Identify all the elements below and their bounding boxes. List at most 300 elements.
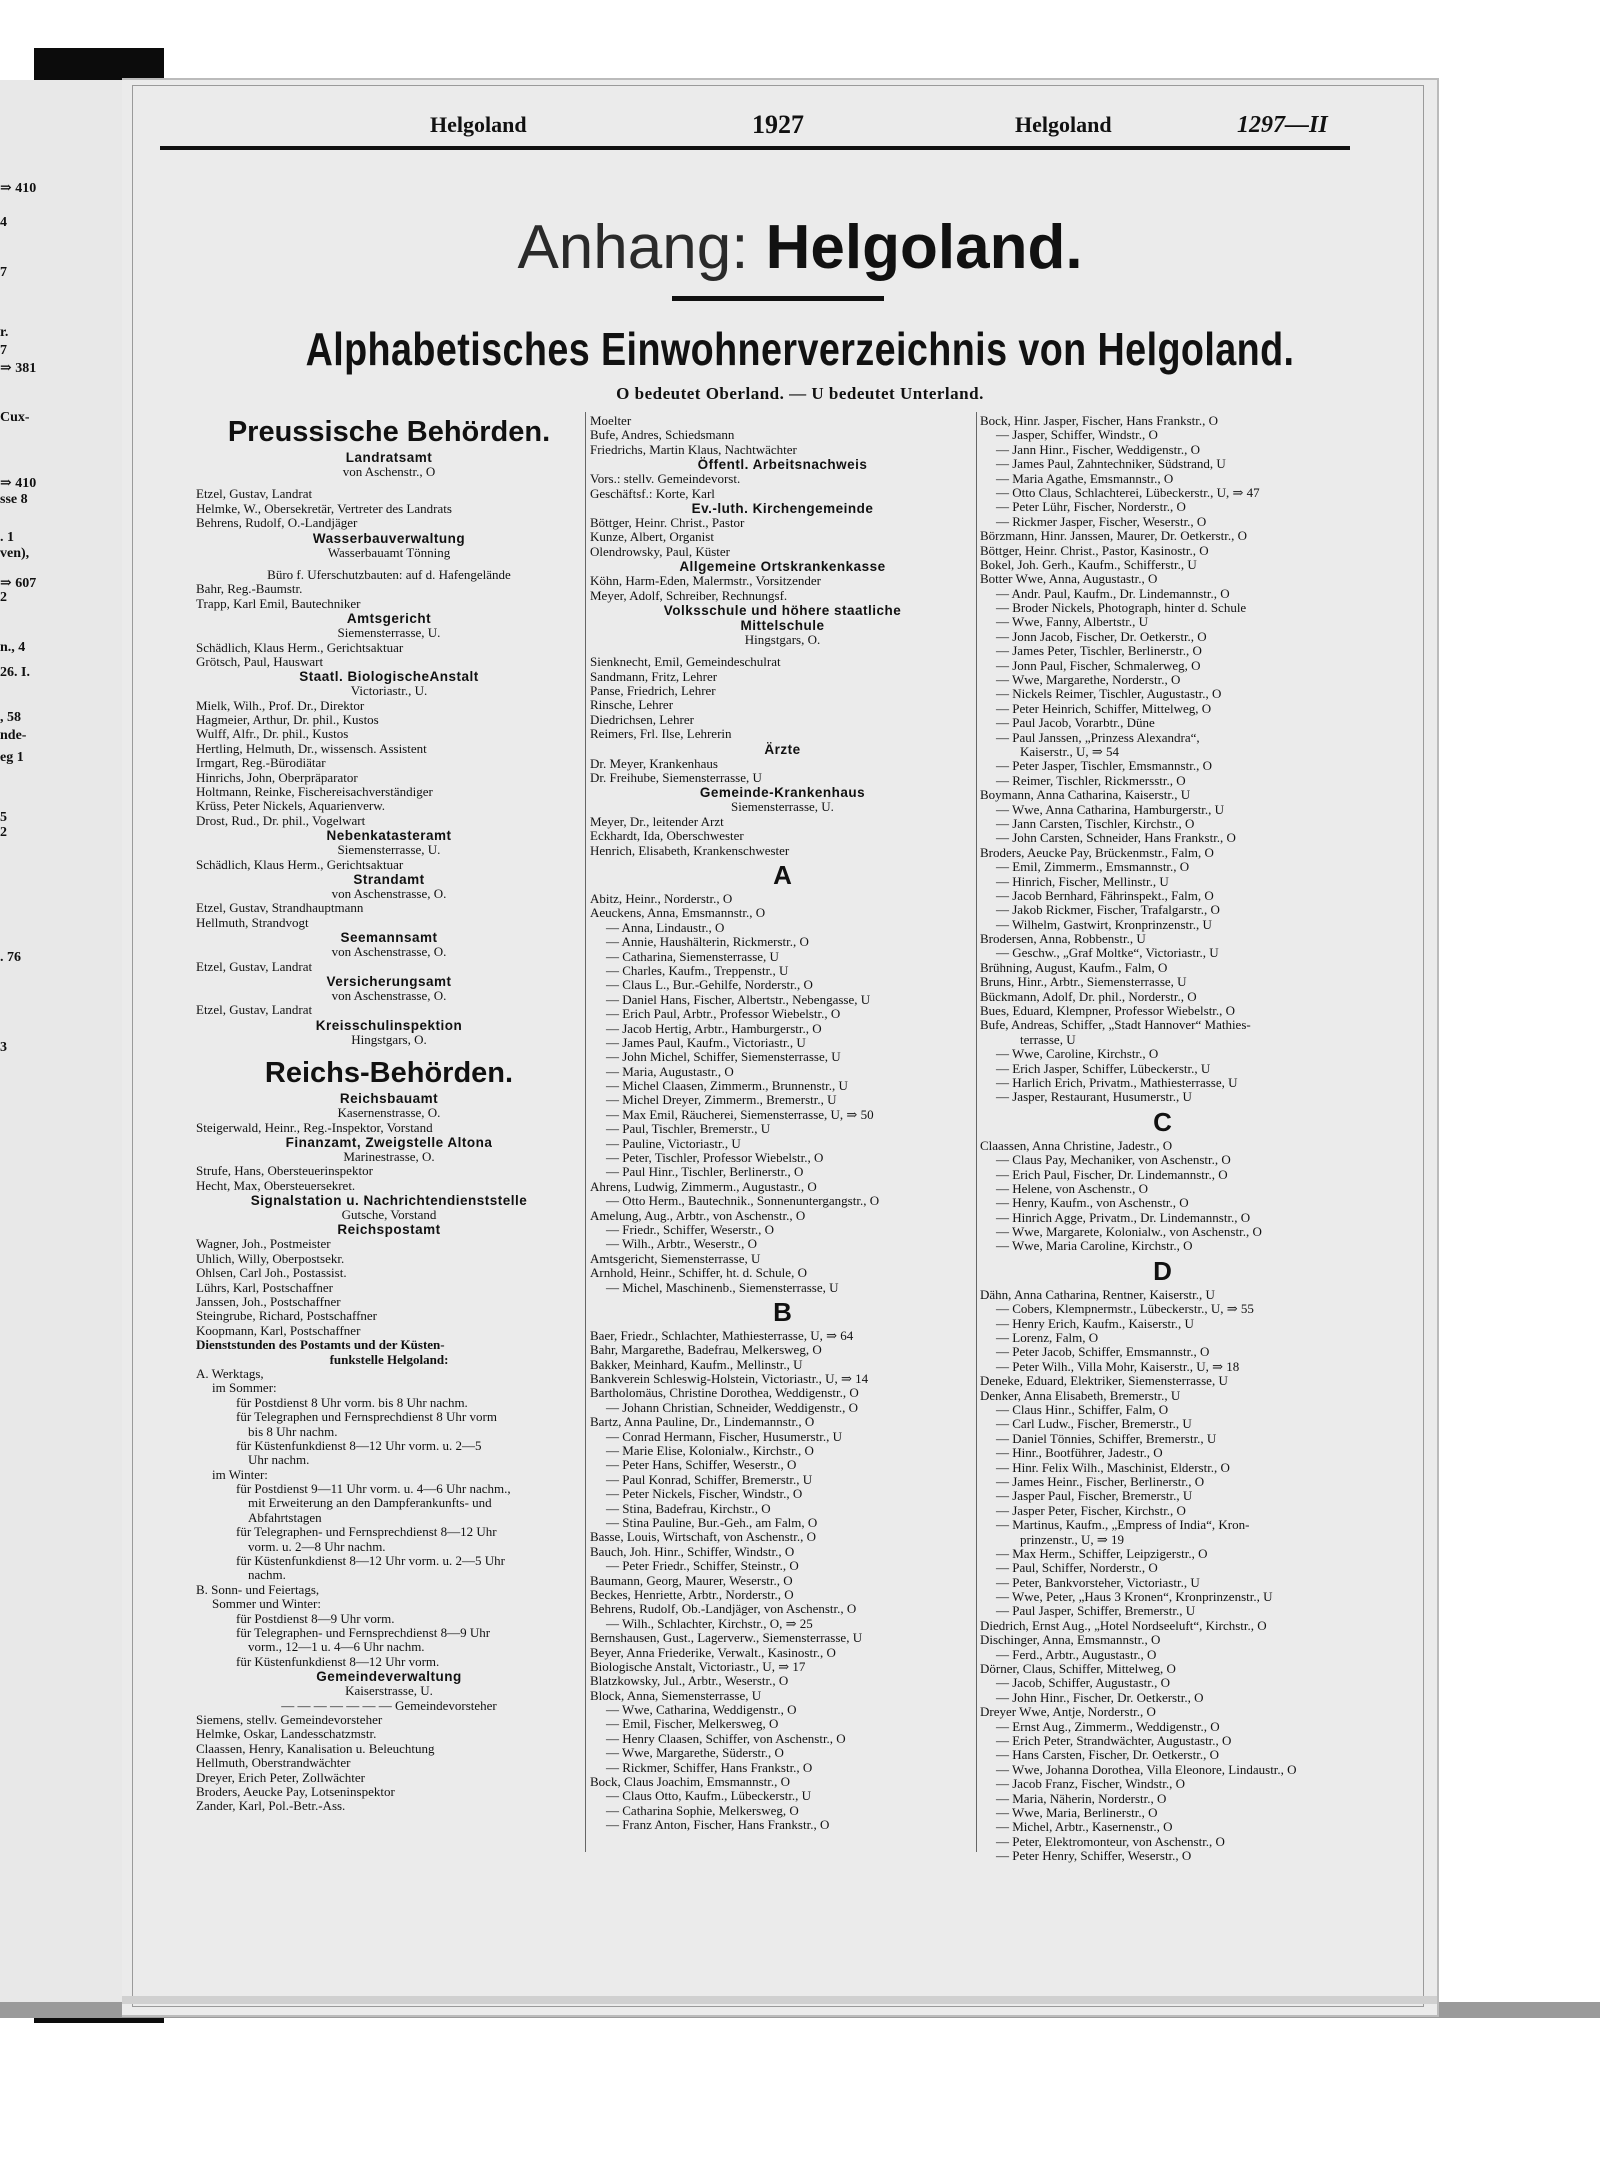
directory-entry: Ohlsen, Carl Joh., Postassist. (196, 1266, 347, 1281)
address-line: von Aschenstr., O (342, 465, 436, 479)
directory-entry: Mielk, Wilh., Prof. Dr., Direktor (196, 698, 365, 713)
office-heading: Gemeinde-Krankenhaus (699, 785, 866, 801)
directory-entry: — Wwe, Margarethe, Süderstr., O (606, 1746, 784, 1761)
directory-entry: Bues, Eduard, Klempner, Professor Wiebelstr., O (980, 1004, 1236, 1019)
directory-entry: Meyer, Dr., leitender Arzt (590, 814, 724, 829)
directory-entry: Hecht, Max, Obersteuersekret. (196, 1178, 356, 1193)
directory-entry: — Peter Hans, Schiffer, Weserstr., O (606, 1458, 797, 1473)
directory-entry: Wagner, Joh., Postmeister (196, 1237, 331, 1252)
left-page-fragment: 7 (0, 343, 7, 358)
directory-entry: — Wwe, Anna Catharina, Hamburgerstr., U (996, 802, 1225, 817)
directory-entry: Börzmann, Hinr. Janssen, Maurer, Dr. Oetkerstr., O (980, 529, 1248, 544)
directory-entry: Bock, Hinr. Jasper, Fischer, Hans Frankstr., O (980, 414, 1218, 428)
address-line: Büro f. Uferschutzbauten: auf d. Hafengelände (267, 567, 511, 582)
office-heading: Gemeindeverwaltung (316, 1669, 462, 1685)
left-page-fragment: Cux- (0, 410, 30, 425)
directory-entry: — Erich Paul, Arbtr., Professor Wiebelstr., O (606, 1007, 841, 1022)
office-heading: Seemannsamt (340, 930, 438, 946)
office-heading: Landratsamt (345, 450, 433, 465)
spacer (196, 1047, 582, 1055)
directory-entry: Brodersen, Anna, Robbenstr., U (980, 932, 1146, 947)
directory-entry: Böttger, Heinr. Christ., Pastor (590, 515, 745, 530)
directory-entry: — John Carsten, Schneider, Hans Frankstr., O (996, 831, 1236, 846)
address-line: Hingstgars, O. (744, 632, 821, 647)
directory-entry: — Peter, Elektromonteur, von Aschenstr., O (996, 1834, 1225, 1849)
directory-entry: — Paul Konrad, Schiffer, Bremerstr., U (606, 1472, 813, 1487)
directory-entry: — Rickmer, Schiffer, Hans Frankstr., O (606, 1760, 813, 1775)
directory-entry: — Ferd., Arbtr., Augustastr., O (996, 1647, 1157, 1662)
left-page-fragment: 5 (0, 810, 7, 825)
left-page-fragment: n., 4 (0, 640, 26, 655)
legend-line: O bedeutet Oberland. — U bedeutet Unterland. (616, 384, 984, 403)
left-page-fragment: ven), (0, 546, 30, 561)
entry-continuation: mit Erweiterung an den Dampferankunfts- und (248, 1496, 492, 1511)
entry-continuation: vorm. u. 2—8 Uhr nachm. (248, 1539, 386, 1554)
alphabet-letter-heading: A (773, 859, 792, 890)
directory-entry: — Conrad Hermann, Fischer, Husumerstr., U (606, 1429, 842, 1444)
entry-continuation: Uhr nachm. (248, 1453, 310, 1468)
directory-entry: — Claus Pay, Mechaniker, von Aschenstr., O (996, 1153, 1231, 1168)
directory-entry: — Wwe, Peter, „Haus 3 Kronen“, Kronprinzenstr., U (996, 1590, 1273, 1605)
directory-entry: — Claus Hinr., Schiffer, Falm, O (996, 1403, 1169, 1417)
directory-entry: — Max Herm., Schiffer, Leipzigerstr., O (996, 1546, 1208, 1561)
column-left (196, 414, 582, 1814)
entry-continuation: für Telegraphen- und Fernsprechdienst 8—12 Uhr (236, 1525, 497, 1540)
directory-entry: — Michel Dreyer, Zimmerm., Bremerstr., U (606, 1093, 837, 1108)
left-page-fragment: ⇒ 381 (0, 361, 37, 376)
note-heading: Dienststunden des Postamts und der Küsten- (196, 1338, 445, 1353)
directory-entry: — Jacob Hertig, Arbtr., Hamburgerstr., O (606, 1021, 822, 1036)
directory-entry: Dreyer Wwe, Antje, Norderstr., O (980, 1705, 1156, 1720)
address-line: Kaiserstrasse, U. (345, 1684, 433, 1699)
directory-entry: — Wwe, Margarete, Kolonialw., von Aschenstr., O (996, 1225, 1262, 1240)
directory-entry: — Marie Elise, Kolonialw., Kirchstr., O (606, 1444, 814, 1459)
directory-entry: — Peter, Tischler, Professor Wiebelstr., O (606, 1151, 824, 1166)
directory-entry: Schädlich, Klaus Herm., Gerichtsaktuar (196, 640, 404, 655)
header-year: 1927 (752, 110, 804, 139)
directory-entry: Claassen, Henry, Kanalisation u. Beleuchtung (196, 1741, 435, 1756)
directory-entry: Irmgart, Reg.-Bürodiätar (196, 756, 326, 771)
directory-entry: — Peter Friedr., Schiffer, Steinstr., O (606, 1559, 799, 1574)
directory-entry: Bufe, Andres, Schiedsmann (590, 428, 735, 443)
header-page-number: 1297—II (1237, 112, 1328, 138)
directory-entry: — Peter, Bankvorsteher, Victoriastr., U (996, 1575, 1200, 1590)
office-heading: Öffentl. Arbeitsnachweis (697, 457, 868, 473)
column-right (980, 414, 1345, 1864)
directory-entry: Etzel, Gustav, Strandhauptmann (196, 901, 364, 916)
directory-entry: — Wwe, Catharina, Weddigenstr., O (606, 1703, 797, 1718)
section-heading: Preussische Behörden. (227, 416, 551, 448)
running-header (160, 106, 1350, 150)
directory-entry: Bakker, Meinhard, Kaufm., Mellinstr., U (590, 1357, 803, 1372)
directory-entry: — Nickels Reimer, Tischler, Augustastr., O (996, 687, 1222, 702)
office-heading: Finanzamt, Zweigstelle Altona (285, 1134, 493, 1150)
directory-entry: Dischinger, Anna, Emsmannstr., O (980, 1633, 1161, 1648)
directory-entry: — Reimer, Tischler, Rickmersstr., O (996, 773, 1186, 788)
address-line: Kasernenstrasse, O. (337, 1106, 441, 1121)
directory-entry: — Jacob Bernhard, Fährinspekt., Falm, O (996, 888, 1214, 903)
directory-entry: — Otto Claus, Schlachterei, Lübeckerstr., U, ⇒ 47 (996, 485, 1260, 500)
address-line: Siemensterrasse, U. (337, 843, 441, 858)
directory-entry: — Lorenz, Falm, O (996, 1331, 1099, 1346)
directory-entry: Bruns, Hinr., Arbtr., Siemensterrasse, U (980, 975, 1187, 990)
directory-entry: — Peter Nickels, Fischer, Windstr., O (606, 1487, 803, 1502)
address-line: Siemensterrasse, U. (731, 800, 834, 815)
directory-entry: B. Sonn- und Feiertags, (196, 1582, 320, 1597)
directory-entry: Bankverein Schleswig-Holstein, Victoriastr., U, ⇒ 14 (590, 1372, 869, 1387)
directory-entry: Steigerwald, Heinr., Reg.-Inspektor, Vorstand (196, 1120, 433, 1135)
directory-entry: Biologische Anstalt, Victoriastr., U, ⇒ 17 (590, 1659, 806, 1674)
directory-entry: Beckes, Henriette, Arbtr., Norderstr., O (590, 1587, 794, 1602)
directory-entry: Zander, Karl, Pol.-Betr.-Ass. (196, 1799, 346, 1814)
directory-entry: — Ernst Aug., Zimmerm., Weddigenstr., O (996, 1719, 1220, 1734)
directory-entry: Krüss, Peter Nickels, Aquarienverw. (196, 799, 386, 814)
directory-entry: — Daniel Tönnies, Schiffer, Bremerstr., U (996, 1431, 1217, 1446)
directory-entry: Bauch, Joh. Hinr., Schiffer, Windstr., O (590, 1544, 795, 1559)
directory-entry: Hertling, Helmuth, Dr., wissensch. Assistent (196, 741, 427, 756)
directory-entry: Siemens, stellv. Gemeindevorsteher (196, 1712, 383, 1727)
office-heading: Wasserbauverwaltung (312, 530, 466, 546)
directory-entry: Bock, Claus Joachim, Emsmannstr., O (590, 1775, 791, 1790)
directory-entry: — Wilhelm, Gastwirt, Kronprinzenstr., U (996, 917, 1212, 932)
office-heading: Strandamt (353, 871, 425, 887)
directory-entry: — Michel Claasen, Zimmerm., Brunnenstr., U (606, 1079, 848, 1094)
directory-entry: — Peter Jasper, Tischler, Emsmannstr., O (996, 759, 1212, 774)
directory-entry: — Broder Nickels, Photograph, hinter d. Schule (996, 601, 1247, 616)
header-left: Helgoland (430, 112, 527, 137)
address-line: Marinestrasse, O. (343, 1149, 435, 1164)
directory-entry: Vors.: stellv. Gemeindevorst. (590, 472, 741, 487)
directory-entry: Basse, Louis, Wirtschaft, von Aschenstr., O (590, 1530, 816, 1545)
directory-entry: Amelung, Aug., Arbtr., von Aschenstr., O (590, 1208, 806, 1223)
directory-entry: — Jasper Peter, Fischer, Kirchstr., O (996, 1503, 1186, 1518)
directory-entry: im Winter: (212, 1467, 268, 1482)
address-line: Wasserbauamt Tönning (327, 545, 451, 560)
directory-entry: Ahrens, Ludwig, Zimmerm., Augustastr., O (590, 1179, 817, 1194)
directory-entry: — Jasper, Restaurant, Husumerstr., U (996, 1090, 1192, 1105)
directory-entry: — Johann Christian, Schneider, Weddigenstr., O (606, 1400, 859, 1415)
directory-entry: — Paul Jacob, Vorarbtr., Düne (996, 716, 1155, 731)
directory-entry: Claassen, Anna Christine, Jadestr., O (980, 1138, 1173, 1153)
directory-entry: Etzel, Gustav, Landrat (196, 1003, 313, 1018)
directory-entry: Botter Wwe, Anna, Augustastr., O (980, 572, 1158, 587)
entry-continuation: für Postdienst 8 Uhr vorm. bis 8 Uhr nachm. (236, 1395, 468, 1410)
directory-entry: Kunze, Albert, Organist (590, 530, 714, 545)
directory-entry: Hinrichs, John, Oberpräparator (196, 770, 358, 785)
alphabet-letter-heading: D (1153, 1255, 1172, 1286)
directory-entry: Abitz, Heinr., Norderstr., O (590, 891, 733, 906)
left-page-fragment: ⇒ 607 (0, 576, 37, 591)
directory-entry: Aeuckens, Anna, Emsmannstr., O (590, 906, 766, 921)
directory-entry: — Jann Carsten, Tischler, Kirchstr., O (996, 816, 1195, 831)
directory-entry: Janssen, Joh., Postschaffner (196, 1295, 341, 1310)
entry-continuation: für Küstenfunkdienst 8—12 Uhr vorm. u. 2—5 Uhr (236, 1554, 505, 1569)
entry-continuation: Abfahrtstagen (248, 1510, 322, 1525)
entry-continuation: nachm. (248, 1568, 286, 1583)
directory-entry: Denker, Anna Elisabeth, Bremerstr., U (980, 1388, 1181, 1403)
directory-entry: — Wwe, Caroline, Kirchstr., O (996, 1047, 1159, 1062)
directory-entry: Baer, Friedr., Schlachter, Mathiesterrasse, U, ⇒ 64 (590, 1328, 854, 1343)
directory-entry: Bartholomäus, Christine Dorothea, Weddigenstr., O (590, 1386, 859, 1401)
directory-entry: Diedrich, Ernst Aug., „Hotel Nordseeluft“, Kirchstr., O (980, 1618, 1267, 1633)
directory-entry: Moelter (590, 414, 632, 428)
directory-entry: — Erich Jasper, Schiffer, Lübeckerstr., U (996, 1061, 1211, 1076)
directory-entry: — Wwe, Fanny, Albertstr., U (996, 615, 1149, 630)
directory-entry: Blatzkowsky, Jul., Arbtr., Weserstr., O (590, 1674, 789, 1689)
directory-entry: Schädlich, Klaus Herm., Gerichtsaktuar (196, 857, 404, 872)
left-page-fragment: 7 (0, 265, 7, 280)
left-page-fragment: ⇒ 410 (0, 476, 37, 491)
directory-entry: im Sommer: (212, 1381, 277, 1396)
directory-entry: — Franz Anton, Fischer, Hans Frankstr., O (606, 1818, 830, 1833)
page-subtitle: Alphabetisches Einwohnerverzeichnis von Helgoland. (305, 323, 1295, 375)
column-middle (590, 414, 975, 1833)
directory-entry: — Erich Peter, Strandwächter, Augustastr., O (996, 1733, 1232, 1748)
left-page-fragment: sse 8 (0, 492, 28, 507)
address-line: Hingstgars, O. (351, 1032, 427, 1047)
left-page-fragment: 3 (0, 1040, 7, 1055)
directory-entry: Bokel, Joh. Gerh., Kaufm., Schifferstr., U (980, 557, 1197, 572)
office-heading: Reichspostamt (337, 1222, 441, 1238)
address-line: von Aschenstrasse, O. (331, 886, 447, 901)
directory-entry: Uhlich, Willy, Oberpostsekr. (196, 1251, 345, 1266)
left-page-fragment: . 1 (0, 530, 14, 545)
directory-entry: — Hinr. Felix Wilh., Maschinist, Elderstr., O (996, 1460, 1230, 1475)
directory-entry: Helmke, W., Obersekretär, Vertreter des Landrats (196, 501, 452, 516)
directory-entry: — Claus Otto, Kaufm., Lübeckerstr., U (606, 1789, 812, 1804)
office-heading: Volksschule und höhere staatliche (663, 602, 902, 618)
directory-entry: Panse, Friedrich, Lehrer (590, 684, 716, 699)
left-page-fragment: nde- (0, 728, 27, 743)
left-page-fragment: 26. I. (0, 665, 30, 680)
directory-entry: Hellmuth, Oberstrandwächter (196, 1756, 351, 1771)
directory-entry: Rinsche, Lehrer (590, 698, 674, 713)
alphabet-letter-heading: B (773, 1296, 792, 1327)
note-heading: funkstelle Helgoland: (329, 1352, 449, 1367)
directory-entry: — James Paul, Kaufm., Victoriastr., U (606, 1035, 806, 1050)
directory-entry: Bufe, Andreas, Schiffer, „Stadt Hannover“ Mathies- (980, 1018, 1251, 1033)
directory-entry: — Wwe, Maria, Berlinerstr., O (996, 1805, 1158, 1820)
directory-entry: — Peter Wilh., Villa Mohr, Kaiserstr., U, ⇒ 18 (996, 1359, 1240, 1374)
office-heading: Amtsgericht (346, 611, 432, 627)
directory-entry: — Cobers, Klempnermstr., Lübeckerstr., U, ⇒ 55 (996, 1302, 1254, 1317)
directory-entry: — Claus L., Bur.-Gehilfe, Norderstr., O (606, 978, 813, 993)
address-line: Victoriastr., U. (350, 684, 428, 699)
directory-entry: — Carl Ludw., Fischer, Bremerstr., U (996, 1417, 1192, 1432)
directory-entry: — Wilh., Arbtr., Weserstr., O (606, 1237, 758, 1252)
directory-entry: Etzel, Gustav, Landrat (196, 487, 313, 502)
directory-entry: Broders, Aeucke Pay, Brückenmstr., Falm, O (980, 845, 1214, 860)
page-bottom-shadow (122, 1996, 1437, 2004)
directory-entry: — Geschw., „Graf Moltke“, Victoriastr., U (996, 946, 1219, 961)
directory-entry: — Rickmer Jasper, Fischer, Weserstr., O (996, 514, 1207, 529)
directory-entry: — Otto Herm., Bautechnik., Sonnenuntergangstr., O (606, 1194, 880, 1209)
directory-entry: Henrich, Elisabeth, Krankenschwester (590, 843, 790, 858)
directory-entry: — Pauline, Victoriastr., U (606, 1136, 741, 1151)
directory-entry: Steingrube, Richard, Postschaffner (196, 1309, 377, 1324)
directory-entry: Deneke, Eduard, Elektriker, Siemensterrasse, U (980, 1374, 1228, 1389)
directory-entry: — Helene, von Aschenstr., O (996, 1181, 1149, 1196)
directory-entry: — Stina, Badefrau, Kirchstr., O (606, 1501, 771, 1516)
directory-entry: Köhn, Harm-Eden, Malermstr., Vorsitzender (590, 574, 821, 589)
address-line: von Aschenstrasse, O. (331, 945, 447, 960)
directory-entry: — Peter Henry, Schiffer, Weserstr., O (996, 1849, 1192, 1864)
directory-entry: — Paul Hinr., Tischler, Berlinerstr., O (606, 1165, 804, 1180)
directory-entry: — Hans Carsten, Fischer, Dr. Oetkerstr., O (996, 1748, 1219, 1763)
directory-entry: — Wwe, Johanna Dorothea, Villa Eleonore, Lindaustr., O (996, 1762, 1297, 1777)
alphabet-letter-heading: C (1153, 1106, 1172, 1137)
directory-entry: — John Michel, Schiffer, Siemensterrasse, U (606, 1050, 841, 1065)
directory-entry: Dr. Meyer, Krankenhaus (590, 756, 718, 771)
directory-entry: — Peter Jacob, Schiffer, Emsmannstr., O (996, 1345, 1210, 1360)
entry-continuation: für Telegraphen und Fernsprechdienst 8 Uhr vorm (236, 1410, 497, 1425)
directory-entry: Amtsgericht, Siemensterrasse, U (590, 1251, 761, 1266)
directory-entry: — Jakob Rickmer, Fischer, Trafalgarstr., O (996, 903, 1220, 918)
left-page-fragment: r. (0, 325, 9, 340)
directory-entry: Wulff, Alfr., Dr. phil., Kustos (196, 727, 349, 742)
directory-entry: — Erich Paul, Fischer, Dr. Lindemannstr., O (996, 1167, 1228, 1182)
directory-entry: Behrens, Rudolf, O.-Landjäger (196, 516, 358, 531)
address-line: Siemensterrasse, U. (337, 626, 441, 641)
address-line: Gutsche, Vorstand (341, 1208, 437, 1223)
directory-entry: Helmke, Oskar, Landesschatzmstr. (196, 1727, 377, 1742)
entry-continuation: Kaiserstr., U, ⇒ 54 (1020, 744, 1119, 759)
column-divider-2 (976, 412, 977, 1852)
left-page-fragment: . 76 (0, 950, 21, 965)
directory-entry: — Paul Janssen, „Prinzess Alexandra“, (996, 730, 1200, 745)
directory-entry: — Peter Heinrich, Schiffer, Mittelweg, O (996, 701, 1212, 716)
left-page-fragment: 2 (0, 825, 7, 840)
title-rule (672, 296, 884, 301)
directory-entry: — James Heinr., Fischer, Berlinerstr., O (996, 1474, 1205, 1489)
directory-entry: — Michel, Arbtr., Kasernenstr., O (996, 1820, 1173, 1835)
title-main: Helgoland. (765, 213, 1083, 282)
office-heading: Nebenkatasteramt (326, 828, 452, 844)
directory-entry: Lührs, Karl, Postschaffner (196, 1280, 333, 1295)
directory-entry: — Catharina, Siemensterrasse, U (606, 949, 779, 964)
entry-continuation: für Küstenfunkdienst 8—12 Uhr vorm. (236, 1654, 440, 1669)
directory-entry: — Henry Claasen, Schiffer, von Aschenstr., O (606, 1731, 846, 1746)
directory-entry: — Stina Pauline, Bur.-Geh., am Falm, O (606, 1516, 818, 1530)
title-prefix: Anhang: (517, 213, 766, 282)
directory-entry: Baumann, Georg, Maurer, Weserstr., O (590, 1573, 793, 1588)
spacer (196, 479, 582, 487)
directory-entry: — Andr. Paul, Kaufm., Dr. Lindemannstr., O (996, 586, 1230, 601)
directory-entry: — Max Emil, Räucherei, Siemensterrasse, U, ⇒ 50 (606, 1107, 874, 1122)
page-title (0, 212, 1600, 283)
directory-entry: — Wilh., Schlachter, Kirchstr., O, ⇒ 25 (606, 1616, 813, 1631)
directory-entry: Brühning, August, Kaufm., Falm, O (980, 960, 1168, 975)
entry-continuation: für Küstenfunkdienst 8—12 Uhr vorm. u. 2—5 (236, 1438, 482, 1453)
directory-entry: Beyer, Anna Friederike, Verwalt., Kasinostr., O (590, 1645, 836, 1660)
directory-entry: Sommer und Winter: (212, 1597, 322, 1612)
office-heading: Staatl. BiologischeAnstalt (299, 669, 479, 685)
directory-entry: — Wwe, Maria Caroline, Kirchstr., O (996, 1239, 1193, 1254)
directory-entry: Sandmann, Fritz, Lehrer (590, 669, 718, 684)
directory-entry: Strufe, Hans, Obersteuerinspektor (196, 1164, 373, 1179)
directory-entry: — Friedr., Schiffer, Weserstr., O (606, 1222, 775, 1237)
directory-entry: — James Paul, Zahntechniker, Südstrand, U (996, 457, 1226, 472)
directory-entry: Diedrichsen, Lehrer (590, 712, 694, 727)
directory-entry: — Jonn Paul, Fischer, Schmalerweg, O (996, 658, 1201, 673)
directory-entry: Block, Anna, Siemensterrasse, U (590, 1688, 762, 1703)
directory-entry: A. Werktags, (196, 1366, 264, 1381)
directory-entry: Olendrowsky, Paul, Küster (590, 544, 730, 559)
directory-entry: — Jacob, Schiffer, Augustastr., O (996, 1676, 1170, 1691)
directory-entry: — John Hinr., Fischer, Dr. Oetkerstr., O (996, 1690, 1204, 1705)
left-page-fragment: , 58 (0, 710, 21, 725)
directory-entry: Bartz, Anna Pauline, Dr., Lindemannstr., O (590, 1415, 815, 1430)
directory-entry: — Hinr., Bootführer, Jadestr., O (996, 1446, 1163, 1461)
entry-continuation: für Postdienst 8—9 Uhr vorm. (236, 1611, 395, 1626)
directory-entry: Koopmann, Karl, Postschaffner (196, 1323, 361, 1338)
left-page-edge (0, 80, 124, 2010)
entry-continuation: bis 8 Uhr nachm. (248, 1424, 338, 1439)
directory-entry: Reimers, Frl. Ilse, Lehrerin (590, 727, 732, 742)
directory-entry: Holtmann, Reinke, Fischereisachverständiger (196, 785, 433, 800)
directory-entry: — Jacob Franz, Fischer, Windstr., O (996, 1777, 1185, 1792)
directory-entry: — Wwe, Margarethe, Norderstr., O (996, 673, 1181, 688)
entry-continuation: terrasse, U (1020, 1032, 1076, 1047)
directory-entry: Boymann, Anna Catharina, Kaiserstr., U (980, 788, 1191, 803)
directory-entry: Behrens, Rudolf, Ob.-Landjäger, von Aschenstr., O (590, 1602, 857, 1617)
address-line: von Aschenstrasse, O. (331, 988, 447, 1003)
directory-entry: — Henry Erich, Kaufm., Kaiserstr., U (996, 1316, 1194, 1331)
directory-entry: Bernshausen, Gust., Lagerverw., Siemensterrasse, U (590, 1631, 863, 1646)
directory-entry: — Paul Jasper, Schiffer, Bremerstr., U (996, 1604, 1196, 1619)
directory-entry: — Peter Lühr, Fischer, Norderstr., O (996, 500, 1186, 515)
directory-entry: Dähn, Anna Catharina, Rentner, Kaiserstr., U (980, 1287, 1215, 1302)
directory-entry: — Maria Agathe, Emsmannstr., O (996, 471, 1174, 486)
office-heading: Ev.-luth. Kirchengemeinde (691, 500, 874, 516)
directory-entry: — Catharina Sophie, Melkersweg, O (606, 1803, 799, 1818)
directory-entry: Grötsch, Paul, Hauswart (196, 654, 324, 669)
office-heading: Signalstation u. Nachrichtendienststelle (250, 1193, 528, 1209)
directory-entry: — Jasper Paul, Fischer, Bremerstr., U (996, 1489, 1193, 1504)
directory-entry: — Martinus, Kaufm., „Empress of India“, Kron- (996, 1518, 1250, 1533)
directory-entry: Hellmuth, Strandvogt (196, 915, 309, 930)
directory-entry: — Maria, Näherin, Norderstr., O (996, 1791, 1167, 1806)
directory-entry: — Annie, Haushälterin, Rickmerstr., O (606, 935, 809, 950)
office-heading: Kreisschulinspektion (315, 1017, 463, 1033)
column-divider-1 (585, 412, 586, 1852)
left-page-fragment: 2 (0, 590, 7, 605)
spacer (590, 647, 975, 655)
directory-entry: — Paul, Schiffer, Norderstr., O (996, 1561, 1158, 1576)
directory-entry: — Henry, Kaufm., von Aschenstr., O (996, 1196, 1189, 1211)
left-page-fragment: eg 1 (0, 750, 24, 765)
directory-entry: — Michel, Maschinenb., Siemensterrasse, U (606, 1280, 839, 1295)
directory-entry: Dr. Freihube, Siemensterrasse, U (590, 771, 762, 786)
office-heading: Versicherungsamt (326, 973, 452, 989)
directory-entry: Sienknecht, Emil, Gemeindeschulrat (590, 655, 781, 670)
directory-entry: — Jasper, Schiffer, Windstr., O (996, 428, 1158, 443)
directory-entry: — Jann Hinr., Fischer, Weddigenstr., O (996, 442, 1201, 457)
directory-entry: — Emil, Zimmerm., Emsmannstr., O (996, 860, 1190, 875)
directory-entry: — Daniel Hans, Fischer, Albertstr., Nebengasse, U (606, 992, 871, 1007)
directory-entry: — Hinrich, Fischer, Mellinstr., U (996, 874, 1169, 889)
directory-entry: Geschäftsf.: Korte, Karl (590, 486, 715, 501)
office-heading: Reichsbauamt (339, 1091, 439, 1107)
left-page-fragment: 4 (0, 215, 7, 230)
directory-entry: Bahr, Reg.-Baumstr. (196, 582, 303, 597)
entry-continuation: prinzenstr., U, ⇒ 19 (1020, 1532, 1125, 1547)
entry-continuation: vorm., 12—1 u. 4—6 Uhr nachm. (248, 1640, 425, 1655)
directory-entry: Hagmeier, Arthur, Dr. phil., Kustos (196, 713, 379, 728)
directory-entry: — Jonn Jacob, Fischer, Dr. Oetkerstr., O (996, 629, 1207, 644)
office-heading: Mittelschule (740, 617, 825, 633)
directory-entry: Arnhold, Heinr., Schiffer, ht. d. Schule, O (590, 1266, 807, 1281)
